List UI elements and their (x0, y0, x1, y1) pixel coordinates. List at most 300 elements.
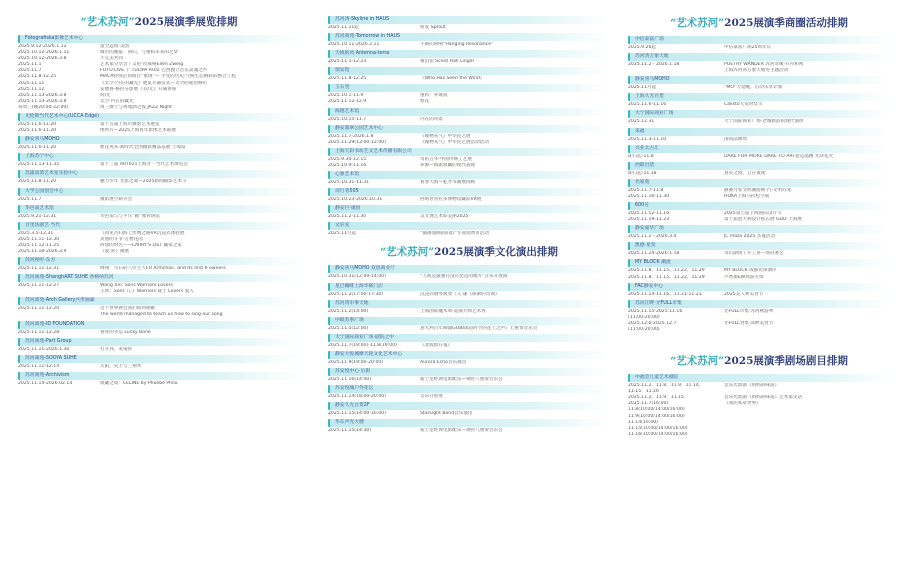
event-name: 不完美共同 (100, 56, 123, 62)
event-name: MY BLOCK 成都先锋酒序 (724, 268, 777, 274)
venue-section (628, 242, 890, 257)
schedule-row (628, 119, 890, 125)
event-date: 2025.11.7-2026.1.8 (328, 133, 374, 139)
event-date: 2025.11.11-2026.1.30 (18, 346, 70, 352)
event-date: 11.15(10:00/14:00/16:00) (628, 425, 688, 431)
event-name: 音乐光影剧《妈妈的味道》艺术家见话 (724, 395, 803, 401)
event-date: 2025.10.12-2026.3.8 (18, 56, 67, 62)
event-name: 《Who Has Seen the Wind》 (420, 76, 485, 82)
event-date: 2025.11.3-11.10 (628, 136, 667, 142)
event-name: 《媒物灰气》中华民艺展 (420, 133, 471, 139)
venue-section (628, 36, 890, 51)
schedule-row (328, 25, 610, 31)
schedule-row (628, 217, 890, 223)
venue-header: 苏河商苑-Part Group (18, 338, 300, 346)
event-date: 2025.11月起 (328, 231, 357, 237)
schedule-row (18, 128, 300, 134)
venue-header: 天线的风 Antenna-terra (328, 50, 610, 58)
event-name: 吴文博艺术絵美丽2025 (420, 214, 469, 220)
venue-section (628, 145, 890, 160)
event-date: 2025.11.8-11.20 (18, 179, 57, 185)
event-date: 2025.11.12-11.16 (628, 211, 670, 217)
event-date: 2025.11.14-11.16、11.21-11.23 (628, 291, 702, 297)
venue-header: 心象艺术馆 (328, 171, 610, 179)
venue-section (328, 16, 610, 31)
schedule-row (328, 326, 610, 332)
event-date: 2025.11.13-11.35 (18, 162, 60, 168)
venue-header: 西联百货 (628, 162, 890, 170)
event-name: 收藏之境：CÉLINE by Phoebe Philo (100, 380, 178, 386)
venue-section (628, 93, 890, 108)
venue-section (18, 222, 300, 255)
event-name: 繁花 (420, 99, 430, 105)
event-name: 太阳，史上与三翔木 (100, 363, 142, 369)
event-name (724, 327, 890, 333)
venue-header: Fotografiska影像艺术中心 (18, 35, 300, 43)
event-name: 国风品牌周 (724, 136, 747, 142)
schedule-row (628, 102, 890, 108)
theater-schedule-list (628, 374, 890, 438)
event-date: 即日起-11.18 (628, 170, 657, 176)
event-date: 2025.11.13-2026.3.8 (18, 92, 67, 98)
schedule-row (18, 381, 300, 387)
schedule-row (328, 140, 610, 146)
venue-header: 大宁国际商业广场·剧院之中 (328, 334, 610, 342)
event-date: 2025.11.2、11.8、11.9、11.14、 (628, 383, 704, 389)
venue-header: 中福会儿童艺术剧院 (628, 374, 890, 382)
event-date: 2025.3.5-12.31 (18, 230, 54, 236)
venue-header: 苏河商苑-Tomorrow in HAUS (328, 33, 610, 41)
event-name: 上海国际魔术周·巡演大师艺术秀 (420, 308, 486, 314)
schedule-row (628, 194, 890, 200)
venue-header: 名家苑 (628, 179, 890, 187)
event-date (628, 68, 724, 74)
venue-header: 中联苏事广场 (328, 317, 610, 325)
venue-section (18, 113, 300, 134)
schedule-row (18, 330, 300, 336)
schedule-row (628, 137, 890, 143)
event-date: 2025.11.8、11.15、11.22、11.29 (628, 268, 705, 274)
venue-header: 诗行者505 (328, 188, 610, 196)
event-date: 2025.11.2(17:00-17:30) (328, 291, 384, 297)
venue-header: 星巴咖啡上海华联门店 (328, 283, 610, 291)
performance-schedule-list (328, 265, 610, 434)
venue-section (328, 148, 610, 169)
venue-section (328, 368, 610, 383)
event-date: 2025.11.11 (18, 80, 45, 86)
schedule-row (328, 117, 610, 123)
event-date: 2025.12.31 (628, 119, 655, 125)
venue-section (18, 136, 300, 151)
schedule-row (328, 99, 610, 105)
event-date: 2025.11.15(14:30) (328, 428, 372, 434)
schedule-row (18, 145, 300, 151)
event-name: “MO”力觉醒，启动乐享计划 (724, 85, 783, 91)
event-name: 像所方—2025上海青年影像艺术联展 (100, 128, 177, 134)
venue-header: 上海天彩书坊艺文艺术传播有限公司 (328, 148, 610, 156)
event-date: 2025.11.16-11.30 (628, 193, 670, 199)
venue-header: 600号 (628, 202, 890, 210)
right-column (628, 0, 890, 578)
schedule-row (328, 42, 610, 48)
event-name: 《媒物灰气》中华民艺展活动活动 (420, 139, 489, 145)
event-date: 2025.10.15-11.7 (328, 116, 367, 122)
schedule-row (328, 59, 610, 65)
venue-header: 静安喜马MOHO (628, 76, 890, 84)
event-name: Calisto大赏时装节 (724, 102, 763, 108)
event-name: 《北般群在鬼》 (420, 342, 453, 348)
schedule-row (628, 275, 890, 281)
event-name: 迪士尼经典电影配乐—钢管八重奏音乐会 (420, 428, 503, 434)
venue-section (328, 265, 610, 280)
event-date: 2025.9.30-12.15 (328, 156, 367, 162)
event-name: 《再见吾归海上丝绸之路VR沉浸式体验展 (100, 230, 185, 236)
venue-header: 玉石堂 (328, 84, 610, 92)
event-name: 虚空远境·美国 (100, 44, 130, 49)
event-date: 2025.10.12-2026.1.11 (18, 50, 70, 56)
venue-section (328, 402, 610, 417)
venue-header: 海德艺术馆 (328, 108, 610, 116)
venue-header: 静安喜马MOHO (18, 136, 300, 144)
schedule-row (18, 197, 300, 203)
event-name: 重构：亦或成 (420, 93, 448, 99)
event-date: 2025.11.12-11.25 (18, 242, 60, 248)
exhibition-schedule-list (18, 35, 300, 387)
event-date: 2025.11.6-11.20 (18, 145, 57, 151)
event-date: 2025.11.1 (18, 62, 42, 68)
venue-header: 苏河湾-Skyline in HAUS (328, 16, 610, 24)
venue-section (328, 222, 610, 237)
schedule-row (18, 364, 300, 370)
schedule-row (18, 289, 300, 295)
venue-section (328, 188, 610, 203)
venue-header: 华邑南艺术馆 (18, 205, 300, 213)
venue-section (18, 274, 300, 295)
venue-header: 中信泰富广场 (628, 36, 890, 44)
venue-header: 瑞安馆 (328, 67, 610, 75)
schedule-row (628, 171, 890, 177)
venue-section (328, 50, 610, 65)
venue-header: 静安喜马MOHO 双创商业厅 (328, 265, 610, 273)
venue-header: 苏河江畔·光FULL市集 (628, 300, 890, 308)
event-name: 真实之境，自在童现 (724, 170, 766, 176)
venue-section (18, 372, 300, 387)
event-date: 2025.9.26起 (628, 45, 656, 50)
event-date: 2025.12.6-2025.12.7 (628, 320, 677, 326)
event-name: 芦香街EW周游专场 (724, 274, 764, 280)
venue-header: 苏河商苑-Archivism (18, 372, 300, 380)
venue-section (628, 202, 890, 223)
event-date: 11.16(10:00/14:00/16:00) (628, 431, 688, 437)
event-date: 2025.11.13-2026.3.8 (18, 98, 67, 104)
event-name: 驾的万华·中国传统工艺展 (420, 156, 472, 162)
middle-column (328, 0, 610, 578)
event-date: 2025.11.11-12.20 (18, 306, 60, 312)
venue-header: 大宁国际商业广场 (628, 110, 890, 118)
event-date: 2025.11.8-12.25 (18, 74, 57, 80)
schedule-row (628, 45, 890, 51)
event-date: (11:00-20:00) (628, 326, 660, 332)
event-name: 音乐光影剧《妈妈的味道》 (724, 383, 780, 389)
event-name: 上海苏河湾万象天地冬主题活动 (724, 68, 789, 74)
schedule-row (628, 154, 890, 160)
event-name: “人或是最强在没有琵琶的地方”音乐开放演 (420, 274, 508, 280)
venue-section (18, 355, 300, 370)
event-name: 光FULL市集·苏河秋游季 (724, 308, 774, 314)
event-name: 魅力少年 光影之间—2025新闻摄影艺术节 (100, 179, 187, 185)
venue-section (628, 76, 890, 91)
venue-header: 上海苏宁中心 (18, 153, 300, 161)
venue-header: 静安久光百货2F (328, 402, 610, 410)
event-date (18, 289, 100, 295)
venue-header: 苏河商苑-ID FOUNDATION (18, 321, 300, 329)
event-date: 2025.11.15(14:00-16:00) (328, 411, 387, 417)
event-date: 11.14(16:00) (628, 419, 658, 425)
event-name: 看春大海—乾齐书画展回顾 (420, 180, 476, 186)
venue-section (18, 170, 300, 185)
event-date: 2025.10.23-2026.10.31 (328, 197, 383, 203)
exhibition-schedule-column (18, 0, 300, 578)
event-date: 2025.11.11-12.30 (18, 236, 60, 242)
venue-header: 凯德·星贸 (628, 242, 890, 250)
event-name: 不期的回响“Hanging Resonance” (420, 42, 494, 48)
venue-section (18, 338, 300, 353)
schedule-row (328, 274, 610, 280)
event-date: 2025.11.7(19:00)-11.8(19:00) (328, 342, 397, 348)
venue-header: 苏河商苑-ShanghART SUHE 香格纳苏河 (18, 274, 300, 282)
venue-section (628, 283, 890, 298)
event-date: 2025.11月起 (628, 85, 657, 91)
event-name: 鲁骨的幸运 Lucky Bone (100, 329, 151, 335)
schedule-row (328, 309, 610, 315)
event-date: 2025.11.18-2026.3.9 (18, 248, 67, 254)
schedule-row (328, 214, 610, 220)
schedule-row (628, 432, 890, 438)
event-date: 2025.11.24-2026.1.18 (628, 251, 680, 257)
venue-section (328, 33, 610, 48)
commercial-activity-title: “艺术苏河”2025展演季商圈活动排期 (670, 17, 848, 29)
venue-header: 苏河视听·东方 (18, 257, 300, 265)
venue-section (628, 53, 890, 74)
event-name: 荷/光 (100, 92, 111, 98)
event-name: 摄影展空研讨会 (100, 196, 133, 202)
venue-section (18, 257, 300, 272)
event-date: 2025.11.2(14:00) (328, 308, 369, 314)
venue-section (628, 128, 890, 143)
event-name: 静赛月家文明潮游焕·汽·文明苏宠 (724, 187, 792, 193)
venue-section (628, 259, 890, 280)
venue-header: 上海久光百货 (628, 93, 890, 101)
event-name: 西班牙普拉多博物馆藏品VR展 (420, 197, 482, 203)
venue-header: 苏安悦城户外花坛 (328, 385, 610, 393)
venue-header: 静安翡翠公园艺术中心 (328, 125, 610, 133)
event-name: 意大利百年陶器GOBI闭超时空的花上之声》七重奏音乐会 (420, 325, 538, 331)
schedule-row (18, 312, 300, 318)
event-date: 2025.11.2-11.30 (328, 214, 367, 220)
schedule-row (18, 214, 300, 220)
venue-section (628, 374, 890, 438)
event-name: “插画漫画的阳韵”专项消费市活动 (420, 231, 490, 237)
venue-section (18, 188, 300, 203)
event-name: 迪士尼经典电影配乐—钢管八重奏音乐会 (420, 376, 503, 382)
venue-section (328, 205, 610, 220)
event-name: 打开我，来染你 (100, 346, 133, 352)
schedule-row (328, 377, 610, 383)
venue-section (18, 153, 300, 168)
venue-header: 静安巨·康恒 (328, 205, 610, 213)
venue-section (628, 162, 890, 177)
venue-section (628, 225, 890, 240)
schedule-row (328, 231, 610, 237)
event-name: 《爱·求》画展 (100, 248, 130, 254)
venue-section (628, 179, 890, 200)
venue-section (18, 297, 300, 318)
schedule-row (328, 428, 610, 434)
venue-header: 苏安悦中心·后街 (328, 368, 610, 376)
venue-header: FAC静安中心 (628, 283, 890, 291)
venue-section (628, 110, 890, 125)
event-date: 2025.11.29(13:00-12:00) (328, 139, 387, 145)
event-date: 2025.11.11-12.28 (18, 329, 60, 335)
event-date: 2025.11.2 - 2026.3.4 (628, 234, 677, 240)
venue-section (328, 300, 610, 315)
event-date (18, 312, 100, 318)
schedule-row (628, 327, 890, 333)
event-name: 沉浸式钢琴演奏《义·谦《探索的奇领》 (420, 291, 500, 297)
event-date: 2025.10.9-11.16 (328, 162, 367, 168)
event-name: 华邑南与与平凡“画”像青铸馆 (100, 213, 160, 219)
event-date: 2025.11.2 - 2026.1.18 (628, 62, 680, 68)
event-name: 2025美人利美食节 (724, 291, 764, 297)
event-date: 2025.11.7 (18, 196, 42, 202)
event-date: 2025.11.7(16:00) (628, 401, 669, 407)
event-name: StarLight Bond音乐演出 (420, 411, 473, 417)
venue-section (18, 321, 300, 336)
event-date: 2025.11.11-12.14 (18, 363, 60, 369)
venue-header: 来福 (628, 128, 890, 136)
event-name: 城市的画报：回归，与重构未来的之梦 (100, 50, 179, 56)
schedule-row (628, 85, 890, 91)
venue-section (18, 205, 300, 220)
venue-section (328, 171, 610, 186)
event-name: 傅翔：乌石的八位主人FU Armchair, and its first 6 owners (100, 266, 226, 272)
event-name: 2025第七届上海国际设计节 (724, 211, 782, 217)
event-name: 萌发 Sprout (420, 25, 446, 30)
event-date: 2025.11.1-12.23 (328, 59, 367, 65)
event-date: 每周三(晚20:00-22:00) (18, 104, 69, 110)
event-name: 灵感的斗争·万物花园 (100, 236, 143, 242)
theater-schedule-title: “艺术苏河”2025展演季剧场剧目排期 (670, 355, 848, 368)
schedule-row (18, 266, 300, 272)
event-date: 2025.11.14-2026.02.14 (18, 380, 73, 386)
event-date: 2025.10.11-2026.2.11 (328, 42, 380, 48)
event-date: 2025.9.21-12.31 (18, 213, 57, 219)
event-name (724, 432, 890, 438)
schedule-row (328, 360, 610, 366)
venue-header: 苏河湾万象天地 (628, 53, 890, 61)
event-date: 2025.11.19-11.23 (628, 217, 670, 223)
venue-header: 文轩室 (328, 222, 610, 230)
event-date: 2025.11.7-11.8 (628, 187, 664, 193)
schedule-row (328, 163, 610, 169)
event-name: JC Plaza 2025 圣诞活动 (724, 234, 776, 240)
performance-schedule-title: “艺术苏河”2025展演季文化演出排期 (380, 246, 558, 259)
event-name: 蜜泊馆 Scent Hall Linger (420, 59, 475, 65)
event-date: 2025.11.15-2025.11.16 (628, 308, 683, 314)
venue-header: 尤伦斯当代艺术中心(UCCA Edge) (18, 113, 300, 121)
event-name: 艺术家分享会丨艾伦·茨威格Ellen Zweig (100, 62, 184, 68)
event-date: 11.15、11.16 (628, 389, 659, 395)
venue-section (328, 67, 610, 82)
event-name: POETRY WANDER 苏河奇缘·方舟和鸣 (724, 62, 804, 68)
event-date: 2025.11.16(14:00) (328, 376, 372, 382)
schedule-row (18, 179, 300, 185)
event-name: HOKA上海马拉松空间 (724, 193, 770, 199)
venue-section (628, 300, 890, 333)
event-name: 养源—海派收藏的现代表现 (420, 162, 476, 168)
event-date: 2025.11.12-12.9 (328, 99, 367, 105)
schedule-row (18, 347, 300, 353)
event-name: 内在的风景 (420, 116, 443, 122)
schedule-row (18, 105, 300, 111)
event-name: 这个世界教会我们如何唱歌 (100, 306, 156, 312)
schedule-row (328, 343, 610, 349)
event-date: 2025.10.31-11.31 (328, 180, 370, 186)
schedule-row (18, 162, 300, 168)
event-date: 2025.11.11-12.27 (18, 283, 60, 289)
schedule-row (328, 394, 610, 400)
event-name: Wang Xin: Sons Warriors Lovers (100, 283, 173, 289)
venue-section (328, 385, 610, 400)
event-name: FOTO LIVE 丨 TULIPA RUIZ 巴西独立音乐灵魂之声 (100, 68, 208, 74)
venue-header: 苏浦南湾艺术室实验中心 (18, 170, 300, 178)
event-date: 2025.11.14(18:00-20:00) (328, 394, 387, 400)
schedule-row (628, 251, 890, 257)
venue-section (328, 125, 610, 146)
event-name: 中信泰富广场25周年庆 (724, 45, 772, 50)
event-name: MACA特别企划项目“重现”— 手受的历史·气候生态倒转的整合工程 (100, 74, 236, 80)
venue-header: 百里坊剧艺·当代 (18, 222, 300, 230)
venue-header: 静安嘉华广场 (628, 225, 890, 233)
event-name: 第十三届 ART021上海廿一当代艺术博览会 (100, 162, 188, 168)
event-name: 大宁国际商业广场·老城新韵的现代演绎 (724, 119, 804, 125)
commercial-activity-list (628, 36, 890, 333)
event-date: 2025.9.12-2026.1.12 (18, 44, 67, 49)
venue-header: 静安大悦城摩天轮文化艺术中心 (328, 351, 610, 359)
schedule-row (328, 197, 610, 203)
event-date: 2025.10.1-11.9 (328, 93, 364, 99)
exhibition-schedule-title: “艺术苏河”2025展演季展览排期 (80, 16, 238, 28)
venue-header: 华东声光大楼 (328, 419, 610, 427)
schedule-row (628, 68, 890, 74)
venue-section (18, 35, 300, 111)
event-name: 太空·内在的藏光 (100, 98, 134, 104)
schedule-row (328, 292, 610, 298)
venue-section (328, 317, 610, 332)
event-date: 2025.11.5(12:00) (328, 325, 369, 331)
venue-header: 苏河湾市事天地 (328, 300, 610, 308)
event-name: 第十届意大利设计标志展 GDD 上海展 (724, 217, 802, 223)
event-name: 奇幻剧场丨开工喜—场轻奢艺 (724, 251, 784, 257)
schedule-row (628, 292, 890, 298)
venue-section (328, 351, 610, 366)
event-date: 2025.10.31(12:00-14:00) (328, 274, 387, 280)
event-name: 回想的时光——LARRY'S LIST 藏家之家 (100, 242, 182, 248)
event-date: 2025.11.11起 (328, 25, 359, 30)
event-date: 11.8(10:00/14:00/16:00) (628, 407, 685, 413)
venue-header: 兴业太古汇 (628, 145, 890, 153)
event-name: 王欣：Sons 儿子 Warriors 战士 Lovers 爱人 (100, 289, 194, 295)
